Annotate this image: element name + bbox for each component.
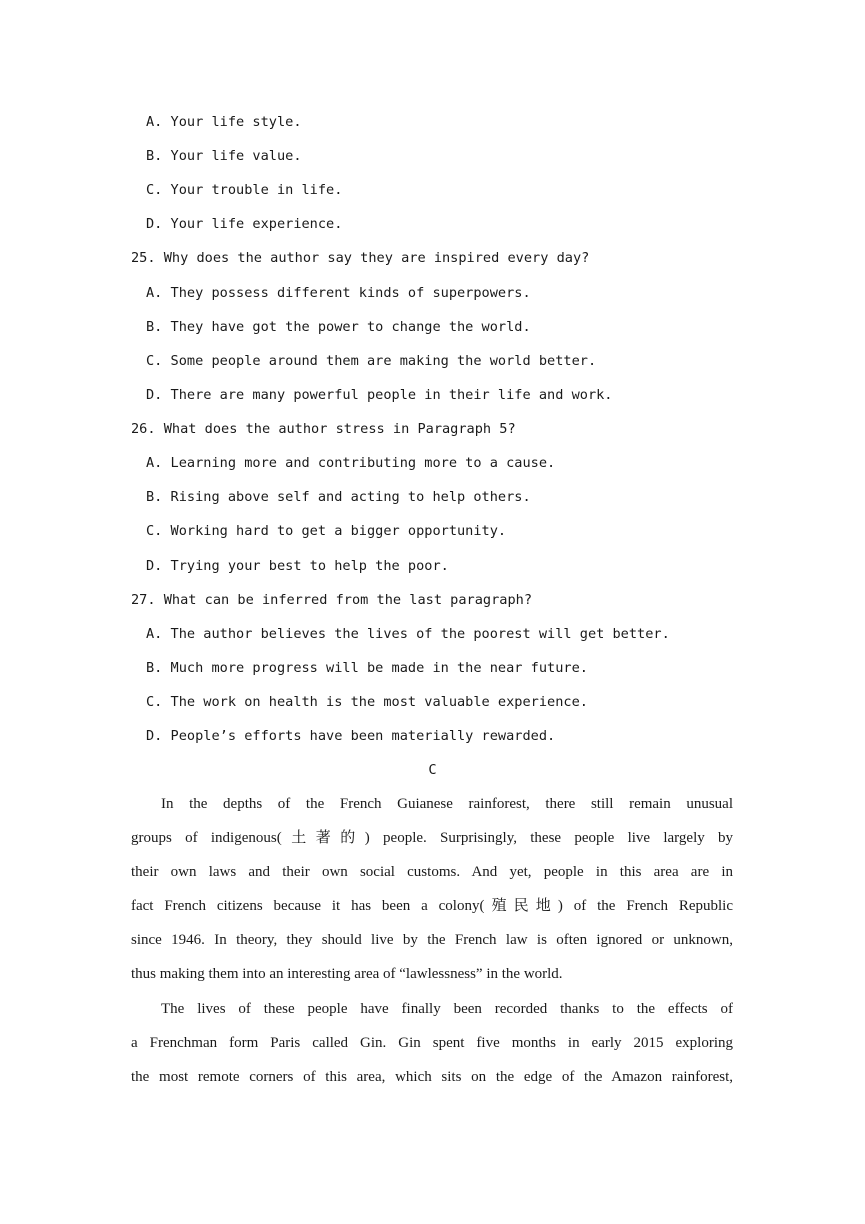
q25-option-b: B. They have got the power to change the world. (146, 319, 531, 335)
passage-line: The lives of these people have finally been recorded thanks to the effects of (161, 1001, 733, 1017)
passage-line: groups of indigenous(土著的) people. Surprisingly, these people live largely by (131, 830, 733, 846)
q26-option-d: D. Trying your best to help the poor. (146, 558, 449, 574)
passage-line: the most remote corners of this area, which sits on the edge of the Amazon rainforest, (131, 1069, 733, 1085)
q26-question: 26. What does the author stress in Paragraph 5? (131, 421, 516, 437)
q27-option-b: B. Much more progress will be made in the near future. (146, 660, 588, 676)
passage-line: thus making them into an interesting area of “lawlessness” in the world. (131, 966, 563, 982)
q27-question: 27. What can be inferred from the last paragraph? (131, 592, 533, 608)
q25-question: 25. Why does the author say they are inspired every day? (131, 250, 590, 266)
q27-option-d: D. People’s efforts have been materially rewarded. (146, 728, 556, 744)
q26-option-a: A. Learning more and contributing more to a cause. (146, 455, 556, 471)
passage-line: fact French citizens because it has been a colony(殖民地) of the French Republic (131, 898, 733, 914)
passage-line: since 1946. In theory, they should live by the French law is often ignored or unknown, (131, 932, 733, 948)
passage-line: their own laws and their own social customs. And yet, people in this area are in (131, 864, 733, 880)
q27-option-a: A. The author believes the lives of the poorest will get better. (146, 626, 670, 642)
passage-line: a Frenchman form Paris called Gin. Gin spent five months in early 2015 exploring (131, 1035, 733, 1051)
q24-option-c: C. Your trouble in life. (146, 182, 343, 198)
q24-option-d: D. Your life experience. (146, 216, 343, 232)
q24-option-a: A. Your life style. (146, 114, 302, 130)
section-heading: C (428, 762, 437, 778)
passage-line: In the depths of the French Guianese rainforest, there still remain unusual (161, 796, 733, 812)
q24-option-b: B. Your life value. (146, 148, 302, 164)
q26-option-b: B. Rising above self and acting to help others. (146, 489, 531, 505)
q25-option-c: C. Some people around them are making the world better. (146, 353, 597, 369)
q25-option-a: A. They possess different kinds of superpowers. (146, 285, 531, 301)
q26-option-c: C. Working hard to get a bigger opportunity. (146, 523, 507, 539)
q27-option-c: C. The work on health is the most valuable experience. (146, 694, 588, 710)
q25-option-d: D. There are many powerful people in their life and work. (146, 387, 613, 403)
